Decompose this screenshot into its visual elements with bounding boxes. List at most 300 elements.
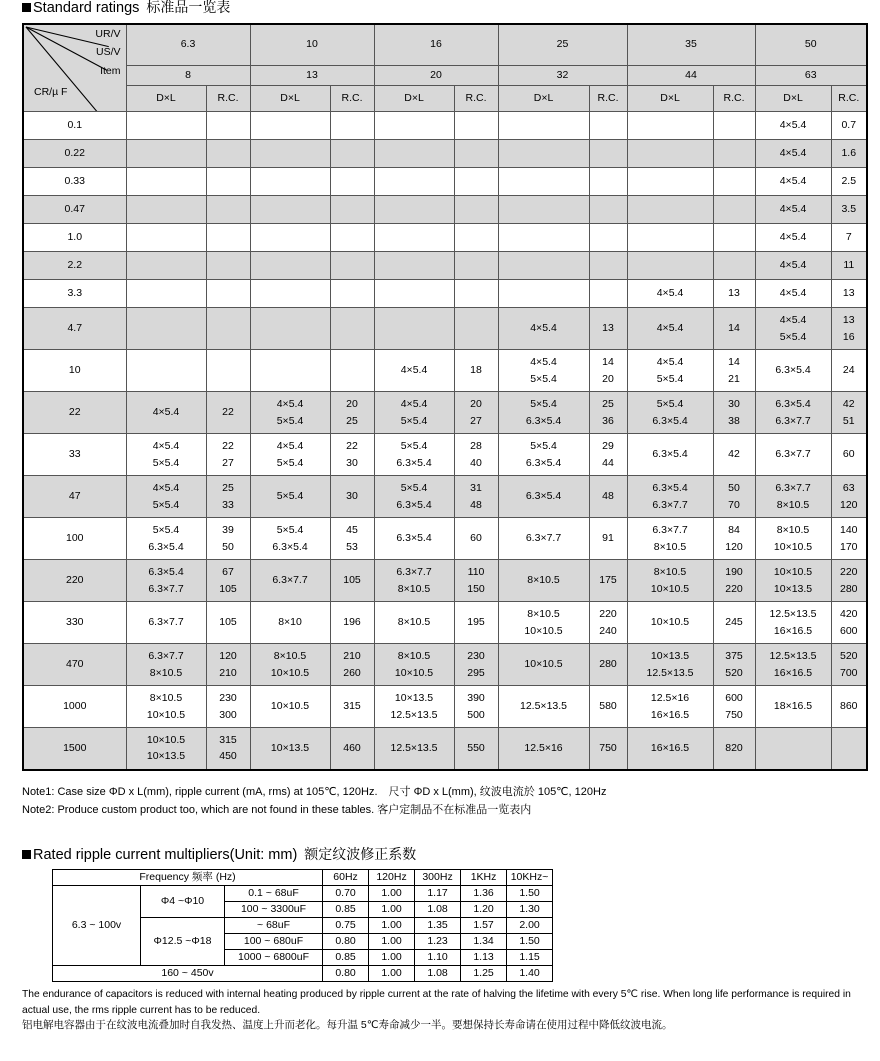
multiplier-value-0: 0.70: [323, 886, 369, 902]
size-cell-5: 4×5.4 5×5.4: [755, 308, 831, 350]
multiplier-value-3: 1.20: [461, 902, 507, 918]
multiplier-value-2: 1.17: [415, 886, 461, 902]
size-cell-2: [374, 308, 454, 350]
ripple-cell-5: 42 51: [831, 392, 867, 434]
size-cell-4: [627, 112, 713, 140]
size-cell-5: 12.5×13.5 16×16.5: [755, 644, 831, 686]
size-cell-1: [250, 140, 330, 168]
ripple-header-row: [53, 870, 553, 886]
ripple-cell-5: 3.5: [831, 196, 867, 224]
ripple-cell-2: 31 48: [454, 476, 498, 518]
size-cell-4: 6.3×7.7 8×10.5: [627, 518, 713, 560]
ripple-cell-5: 0.7: [831, 112, 867, 140]
size-cell-1: 10×10.5: [250, 686, 330, 728]
table-row: [23, 112, 867, 140]
frequency-header-2: 300Hz: [415, 870, 461, 886]
ripple-cell-4: [713, 140, 755, 168]
ripple-cell-1: [330, 350, 374, 392]
capacitance-cell: 33: [23, 434, 126, 476]
ripple-cell-2: 60: [454, 518, 498, 560]
capacitance-range-label: 100 ~ 3300uF: [225, 902, 323, 918]
multiplier-value-0: 0.85: [323, 902, 369, 918]
ripple-cell-5: 140 170: [831, 518, 867, 560]
ur-header-1: 10: [250, 24, 374, 66]
ripple-cell-0: [206, 196, 250, 224]
us-header-0: 8: [126, 66, 250, 86]
ripple-bottom-row: [53, 966, 553, 982]
table-row: [23, 252, 867, 280]
ripple-cell-3: 13: [589, 308, 627, 350]
ripple-table-container: [0, 869, 880, 982]
subheader-dxl-3: D×L: [498, 86, 589, 112]
us-header-1: 13: [250, 66, 374, 86]
ripple-cell-3: 220 240: [589, 602, 627, 644]
size-cell-5: 6.3×5.4 6.3×7.7: [755, 392, 831, 434]
ripple-cell-5: 13 16: [831, 308, 867, 350]
size-cell-5: 4×5.4: [755, 140, 831, 168]
size-cell-4: 4×5.4: [627, 280, 713, 308]
size-cell-3: [498, 112, 589, 140]
capacitance-cell: 330: [23, 602, 126, 644]
multiplier-value-1: 1.00: [369, 934, 415, 950]
size-cell-2: 5×5.4 6.3×5.4: [374, 434, 454, 476]
size-cell-0: 4×5.4: [126, 392, 206, 434]
size-cell-3: [498, 280, 589, 308]
ripple-cell-1: [330, 140, 374, 168]
ripple-cell-0: 25 33: [206, 476, 250, 518]
size-cell-2: [374, 196, 454, 224]
capacitance-cell: 2.2: [23, 252, 126, 280]
ur-header-4: 35: [627, 24, 755, 66]
capacitance-cell: 100: [23, 518, 126, 560]
size-cell-2: 4×5.4 5×5.4: [374, 392, 454, 434]
subheader-dxl-4: D×L: [627, 86, 713, 112]
ripple-cell-1: 210 260: [330, 644, 374, 686]
size-cell-2: 8×10.5 10×10.5: [374, 644, 454, 686]
size-cell-1: [250, 224, 330, 252]
ripple-cell-5: 420 600: [831, 602, 867, 644]
size-cell-5: 4×5.4: [755, 224, 831, 252]
size-cell-0: [126, 350, 206, 392]
capacitance-range-label: ~ 68uF: [225, 918, 323, 934]
size-cell-0: [126, 140, 206, 168]
ripple-heading: [0, 847, 880, 863]
ripple-cell-4: 50 70: [713, 476, 755, 518]
ripple-cell-3: [589, 224, 627, 252]
size-cell-3: 6.3×7.7: [498, 518, 589, 560]
standard-ratings-heading: [0, 0, 880, 16]
size-cell-0: [126, 168, 206, 196]
multiplier-value-2: 1.10: [415, 950, 461, 966]
size-cell-4: 16×16.5: [627, 728, 713, 770]
endurance-text-cn: 铝电解电容器由于在纹波电流叠加时自我发热、温度上升而老化。每升温 5℃寿命减少一半。要想保持长寿命请在使用过程中降低纹波电流。: [22, 1019, 673, 1032]
ripple-cell-0: 120 210: [206, 644, 250, 686]
ripple-cell-3: 29 44: [589, 434, 627, 476]
size-cell-5: 6.3×7.7: [755, 434, 831, 476]
ripple-cell-5: 220 280: [831, 560, 867, 602]
ripple-cell-5: 860: [831, 686, 867, 728]
size-cell-0: 5×5.4 6.3×5.4: [126, 518, 206, 560]
size-cell-5: 6.3×5.4: [755, 350, 831, 392]
ripple-cell-2: [454, 224, 498, 252]
size-cell-3: [498, 140, 589, 168]
ripple-cell-3: [589, 140, 627, 168]
ripple-cell-3: [589, 112, 627, 140]
ripple-cell-3: 280: [589, 644, 627, 686]
bottom-group-label: 160 ~ 450v: [53, 966, 323, 982]
ripple-cell-0: 230 300: [206, 686, 250, 728]
capacitance-cell: 0.1: [23, 112, 126, 140]
ripple-cell-4: 14 21: [713, 350, 755, 392]
ripple-section: [0, 847, 880, 983]
multiplier-value-4: 1.50: [507, 934, 553, 950]
size-cell-2: 8×10.5: [374, 602, 454, 644]
ripple-cell-2: 18: [454, 350, 498, 392]
size-cell-3: 4×5.4: [498, 308, 589, 350]
frequency-label: Frequency 频率 (Hz): [53, 870, 323, 886]
size-cell-4: 4×5.4: [627, 308, 713, 350]
notes-block: [0, 783, 880, 819]
frequency-header-3: 1KHz: [461, 870, 507, 886]
ripple-cell-5: 520 700: [831, 644, 867, 686]
ripple-cell-4: [713, 168, 755, 196]
ripple-cell-2: 28 40: [454, 434, 498, 476]
ripple-cell-4: 84 120: [713, 518, 755, 560]
ripple-cell-5: 1.6: [831, 140, 867, 168]
ratings-table-body: [23, 24, 867, 770]
capacitance-cell: 1500: [23, 728, 126, 770]
ripple-cell-4: 600 750: [713, 686, 755, 728]
ripple-cell-2: 390 500: [454, 686, 498, 728]
size-cell-4: [627, 224, 713, 252]
ripple-cell-1: [330, 168, 374, 196]
capacitance-cell: 0.22: [23, 140, 126, 168]
size-group-label-1: Φ12.5 ~Φ18: [141, 918, 225, 966]
size-cell-0: [126, 252, 206, 280]
header-corner-cell: [23, 24, 126, 112]
ripple-cell-3: [589, 252, 627, 280]
capacitance-range-label: 0.1 ~ 68uF: [225, 886, 323, 902]
size-cell-2: 4×5.4: [374, 350, 454, 392]
subheader-dxl-2: D×L: [374, 86, 454, 112]
size-cell-3: 4×5.4 5×5.4: [498, 350, 589, 392]
ripple-cell-0: 67 105: [206, 560, 250, 602]
size-cell-0: [126, 280, 206, 308]
ripple-cell-2: [454, 112, 498, 140]
ripple-cell-1: [330, 112, 374, 140]
capacitance-cell: 0.47: [23, 196, 126, 224]
subheader-rc-1: R.C.: [330, 86, 374, 112]
ripple-cell-0: 22 27: [206, 434, 250, 476]
bottom-multiplier-value-1: 1.00: [369, 966, 415, 982]
ripple-cell-0: [206, 350, 250, 392]
ripple-cell-4: [713, 196, 755, 224]
size-cell-1: [250, 196, 330, 224]
multiplier-value-4: 1.15: [507, 950, 553, 966]
size-cell-1: 8×10: [250, 602, 330, 644]
ripple-cell-2: 110 150: [454, 560, 498, 602]
ripple-cell-3: 580: [589, 686, 627, 728]
ur-header-3: 25: [498, 24, 627, 66]
ripple-cell-5: 2.5: [831, 168, 867, 196]
size-cell-3: 5×5.4 6.3×5.4: [498, 392, 589, 434]
bottom-multiplier-value-0: 0.80: [323, 966, 369, 982]
ripple-cell-0: [206, 140, 250, 168]
capacitance-cell: 470: [23, 644, 126, 686]
size-cell-4: 6.3×5.4: [627, 434, 713, 476]
size-cell-1: 4×5.4 5×5.4: [250, 392, 330, 434]
table-row: [23, 686, 867, 728]
capacitance-cell: 1.0: [23, 224, 126, 252]
ripple-cell-2: 20 27: [454, 392, 498, 434]
square-bullet-icon-2: [22, 850, 31, 859]
frequency-header-1: 120Hz: [369, 870, 415, 886]
ripple-cell-1: 30: [330, 476, 374, 518]
ripple-cell-4: 13: [713, 280, 755, 308]
size-cell-0: 6.3×7.7: [126, 602, 206, 644]
subheader-rc-4: R.C.: [713, 86, 755, 112]
ripple-cell-5: 7: [831, 224, 867, 252]
table-row: [23, 280, 867, 308]
ripple-cell-1: [330, 280, 374, 308]
size-cell-4: 10×13.5 12.5×13.5: [627, 644, 713, 686]
subheader-dxl-1: D×L: [250, 86, 330, 112]
size-cell-3: [498, 168, 589, 196]
ripple-cell-1: 20 25: [330, 392, 374, 434]
size-cell-0: 4×5.4 5×5.4: [126, 434, 206, 476]
bottom-multiplier-value-4: 1.40: [507, 966, 553, 982]
size-cell-1: [250, 280, 330, 308]
ripple-cell-5: 11: [831, 252, 867, 280]
ratings-us-row: [23, 66, 867, 86]
multiplier-value-0: 0.85: [323, 950, 369, 966]
size-cell-4: 10×10.5: [627, 602, 713, 644]
size-cell-2: [374, 224, 454, 252]
size-cell-0: [126, 196, 206, 224]
size-cell-0: 6.3×7.7 8×10.5: [126, 644, 206, 686]
ripple-cell-0: [206, 252, 250, 280]
ripple-cell-4: 245: [713, 602, 755, 644]
ripple-title-cn: 额定纹波修正系数: [304, 845, 417, 862]
ripple-cell-1: 315: [330, 686, 374, 728]
ripple-cell-3: 48: [589, 476, 627, 518]
subheader-rc-0: R.C.: [206, 86, 250, 112]
multiplier-value-0: 0.75: [323, 918, 369, 934]
ripple-cell-3: 14 20: [589, 350, 627, 392]
corner-label-ur: UR/V: [95, 27, 121, 40]
ripple-cell-1: [330, 224, 374, 252]
table-row: [23, 728, 867, 770]
standard-ratings-table-container: [0, 23, 880, 771]
ripple-cell-4: 190 220: [713, 560, 755, 602]
table-row: [23, 602, 867, 644]
ripple-cell-1: [330, 196, 374, 224]
ripple-multipliers-table: [52, 869, 553, 982]
us-header-5: 63: [755, 66, 867, 86]
size-cell-4: [627, 168, 713, 196]
multiplier-value-4: 2.00: [507, 918, 553, 934]
capacitance-range-label: 1000 ~ 6800uF: [225, 950, 323, 966]
ripple-cell-3: [589, 196, 627, 224]
ripple-cell-1: 460: [330, 728, 374, 770]
size-cell-5: 4×5.4: [755, 196, 831, 224]
frequency-header-4: 10KHz~: [507, 870, 553, 886]
corner-label-item: Item: [100, 64, 121, 77]
capacitance-range-label: 100 ~ 680uF: [225, 934, 323, 950]
note-line-1: Note1: Case size ΦD x L(mm), ripple current (mA, rms) at 105℃, 120Hz. 尺寸 ΦD x L(mm), 纹波电流於 105℃, 120Hz: [22, 785, 607, 798]
ripple-cell-5: 24: [831, 350, 867, 392]
size-cell-2: 6.3×5.4: [374, 518, 454, 560]
ripple-cell-4: 14: [713, 308, 755, 350]
size-cell-2: [374, 252, 454, 280]
size-cell-0: 10×10.5 10×13.5: [126, 728, 206, 770]
corner-label-cr: CR/µ F: [34, 85, 68, 98]
ripple-cell-3: [589, 168, 627, 196]
ripple-cell-5: 13: [831, 280, 867, 308]
size-cell-4: 4×5.4 5×5.4: [627, 350, 713, 392]
ripple-cell-1: 22 30: [330, 434, 374, 476]
multiplier-value-1: 1.00: [369, 950, 415, 966]
size-cell-3: 12.5×16: [498, 728, 589, 770]
size-cell-1: 6.3×7.7: [250, 560, 330, 602]
size-cell-1: [250, 308, 330, 350]
subheader-rc-5: R.C.: [831, 86, 867, 112]
size-cell-1: 5×5.4: [250, 476, 330, 518]
table-row: [23, 644, 867, 686]
ripple-cell-2: [454, 308, 498, 350]
ripple-cell-1: 196: [330, 602, 374, 644]
table-row: [23, 308, 867, 350]
multiplier-value-3: 1.34: [461, 934, 507, 950]
ur-header-0: 6.3: [126, 24, 250, 66]
capacitance-cell: 1000: [23, 686, 126, 728]
multiplier-value-4: 1.30: [507, 902, 553, 918]
table-row: [23, 224, 867, 252]
size-cell-4: 8×10.5 10×10.5: [627, 560, 713, 602]
size-cell-0: 6.3×5.4 6.3×7.7: [126, 560, 206, 602]
ripple-cell-4: [713, 224, 755, 252]
multiplier-value-1: 1.00: [369, 918, 415, 934]
size-cell-1: 4×5.4 5×5.4: [250, 434, 330, 476]
ripple-cell-5: 63 120: [831, 476, 867, 518]
size-cell-5: 10×10.5 10×13.5: [755, 560, 831, 602]
us-header-3: 32: [498, 66, 627, 86]
multiplier-value-3: 1.36: [461, 886, 507, 902]
multiplier-value-1: 1.00: [369, 902, 415, 918]
ripple-cell-0: [206, 308, 250, 350]
size-cell-3: 12.5×13.5: [498, 686, 589, 728]
size-cell-5: 8×10.5 10×10.5: [755, 518, 831, 560]
ripple-cell-5: 60: [831, 434, 867, 476]
us-header-2: 20: [374, 66, 498, 86]
size-cell-5: 4×5.4: [755, 252, 831, 280]
size-cell-5: 4×5.4: [755, 168, 831, 196]
size-cell-3: 8×10.5: [498, 560, 589, 602]
ripple-cell-1: 105: [330, 560, 374, 602]
size-cell-0: 8×10.5 10×10.5: [126, 686, 206, 728]
multiplier-value-4: 1.50: [507, 886, 553, 902]
endurance-text-en: The endurance of capacitors is reduced with internal heating produced by ripple current at the rate of halving the lifetime with every 5℃ rise. When long life performance is required in actual use, the rms ripple current has to be reduced.: [22, 989, 851, 1016]
ur-header-5: 50: [755, 24, 867, 66]
size-cell-2: [374, 280, 454, 308]
frequency-header-0: 60Hz: [323, 870, 369, 886]
note-line-2: Note2: Produce custom product too, which are not found in these tables. 客户定制品不在标准品一览表内: [22, 803, 532, 816]
ratings-header-ur-row: [23, 24, 867, 66]
ripple-cell-3: 25 36: [589, 392, 627, 434]
table-row: [23, 476, 867, 518]
size-cell-1: 10×13.5: [250, 728, 330, 770]
ripple-cell-2: 230 295: [454, 644, 498, 686]
square-bullet-icon: [22, 3, 31, 12]
size-cell-4: 12.5×16 16×16.5: [627, 686, 713, 728]
ripple-cell-1: [330, 308, 374, 350]
size-cell-5: 12.5×13.5 16×16.5: [755, 602, 831, 644]
ripple-cell-2: [454, 140, 498, 168]
ripple-cell-0: 105: [206, 602, 250, 644]
size-cell-5: [755, 728, 831, 770]
size-cell-2: 6.3×7.7 8×10.5: [374, 560, 454, 602]
size-cell-1: 5×5.4 6.3×5.4: [250, 518, 330, 560]
ripple-cell-0: [206, 112, 250, 140]
size-cell-4: [627, 196, 713, 224]
size-cell-0: [126, 308, 206, 350]
size-cell-2: 5×5.4 6.3×5.4: [374, 476, 454, 518]
size-cell-3: 8×10.5 10×10.5: [498, 602, 589, 644]
table-row: [23, 392, 867, 434]
table-row: [23, 168, 867, 196]
ripple-cell-4: [713, 252, 755, 280]
ripple-cell-2: [454, 168, 498, 196]
size-cell-0: [126, 224, 206, 252]
standard-ratings-title-en: Standard ratings: [33, 0, 140, 16]
subheader-rc-3: R.C.: [589, 86, 627, 112]
capacitance-cell: 0.33: [23, 168, 126, 196]
multiplier-value-2: 1.08: [415, 902, 461, 918]
size-cell-4: [627, 140, 713, 168]
ur-header-2: 16: [374, 24, 498, 66]
size-cell-2: 12.5×13.5: [374, 728, 454, 770]
ripple-cell-4: 30 38: [713, 392, 755, 434]
ripple-cell-0: [206, 168, 250, 196]
size-cell-2: [374, 140, 454, 168]
ripple-cell-0: 39 50: [206, 518, 250, 560]
multiplier-value-2: 1.23: [415, 934, 461, 950]
voltage-group-label: 6.3 ~ 100v: [53, 886, 141, 966]
size-cell-1: [250, 252, 330, 280]
size-cell-3: [498, 196, 589, 224]
size-cell-2: [374, 168, 454, 196]
multiplier-value-3: 1.57: [461, 918, 507, 934]
us-header-4: 44: [627, 66, 755, 86]
size-cell-0: 4×5.4 5×5.4: [126, 476, 206, 518]
size-cell-5: 6.3×7.7 8×10.5: [755, 476, 831, 518]
bottom-multiplier-value-3: 1.25: [461, 966, 507, 982]
size-cell-0: [126, 112, 206, 140]
ripple-cell-4: 42: [713, 434, 755, 476]
table-row: [23, 350, 867, 392]
size-cell-4: 5×5.4 6.3×5.4: [627, 392, 713, 434]
ripple-cell-2: 195: [454, 602, 498, 644]
ratings-subheader-row: [23, 86, 867, 112]
ripple-cell-3: [589, 280, 627, 308]
ripple-cell-1: 45 53: [330, 518, 374, 560]
table-row: [23, 196, 867, 224]
capacitance-cell: 22: [23, 392, 126, 434]
ripple-cell-2: [454, 252, 498, 280]
size-group-label-0: Φ4 ~Φ10: [141, 886, 225, 918]
standard-ratings-table: [22, 23, 868, 771]
ripple-cell-2: [454, 196, 498, 224]
